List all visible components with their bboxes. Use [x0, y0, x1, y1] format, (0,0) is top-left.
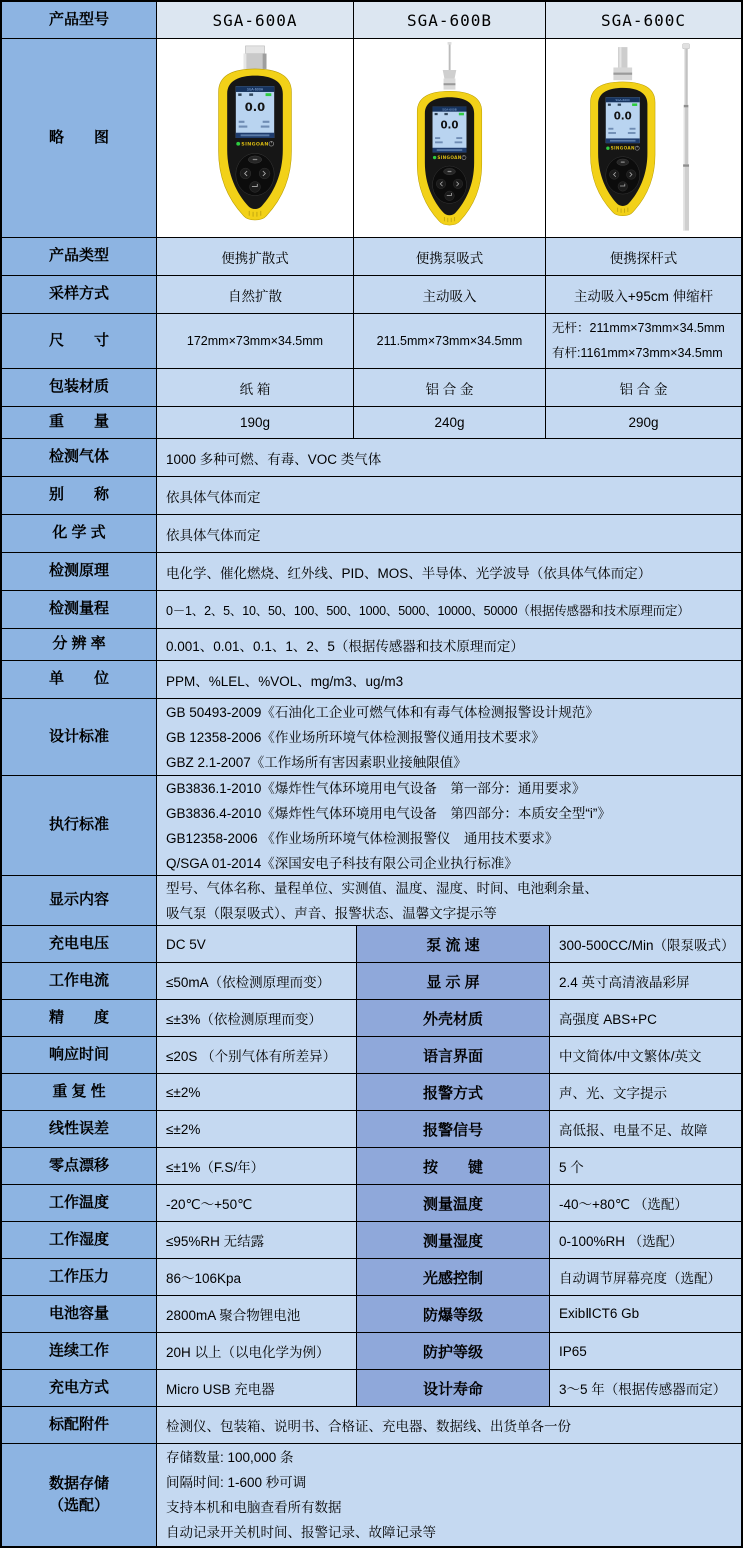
usb-icon	[249, 93, 253, 95]
sampling-b: 主动吸入	[354, 276, 546, 313]
formula-label: 化 学 式	[2, 515, 157, 552]
product-type-c: 便携探杆式	[546, 238, 741, 275]
sampling-a: 自然扩散	[157, 276, 354, 313]
weight-label: 重 量	[2, 407, 157, 438]
row-charging-method-design-life	[2, 1370, 741, 1407]
header-row	[2, 2, 741, 39]
accuracy-value: ≤±3%（依检测原理而变）	[157, 1000, 357, 1036]
alarm-signal-value: 高低报、电量不足、故障	[550, 1111, 741, 1147]
device-image-sga-600c	[580, 42, 708, 234]
continuous-work-label: 连续工作	[2, 1333, 157, 1369]
alias-value: 依具体气体而定	[157, 477, 741, 514]
short-probe-icon	[613, 47, 632, 80]
gas-value: 1000 多种可燃、有毒、VOC 类气体	[157, 439, 741, 476]
measure-temp-label: 测量温度	[357, 1185, 550, 1221]
row-chemical-formula	[2, 515, 741, 553]
header-label: 产品型号	[2, 2, 157, 38]
row-charge-voltage-pump-flow	[2, 926, 741, 963]
row-detection-principle	[2, 553, 741, 591]
exec-standard-value	[157, 776, 741, 875]
row-battery-explosion-proof	[2, 1296, 741, 1333]
linearity-error-label: 线性误差	[2, 1111, 157, 1147]
working-current-label: 工作电流	[2, 963, 157, 999]
protection-rating-label: 防护等级	[357, 1333, 550, 1369]
design-standard-line: GBZ 2.1-2007《工作场所有害因素职业接触限值》	[166, 754, 467, 770]
row-sampling	[2, 276, 741, 314]
row-accessories	[2, 1407, 741, 1444]
working-pressure-value: 86～106Kpa	[157, 1259, 357, 1295]
response-time-label: 响应时间	[2, 1037, 157, 1073]
measure-temp-value: -40～+80℃ （选配）	[550, 1185, 741, 1221]
design-standard-line: GB 50493-2009《石油化工企业可燃气体和有毒气体检测报警设计规范》	[166, 704, 599, 720]
data-storage-line: 自动记录开关机时间、报警记录、故障记录等	[166, 1525, 436, 1540]
explosion-proof-label: 防爆等级	[357, 1296, 550, 1332]
brand-text: SINGOAN	[241, 142, 269, 148]
battery-capacity-label: 电池容量	[2, 1296, 157, 1332]
product-type-label: 产品类型	[2, 238, 157, 275]
device-image-sga-600b	[407, 42, 492, 234]
row-continuous-work-protection	[2, 1333, 741, 1370]
working-temp-value: -20℃～+50℃	[157, 1185, 357, 1221]
principle-value: 电化学、催化燃烧、红外线、PID、MOS、半导体、光学波导（依具体气体而定）	[157, 553, 741, 590]
size-label: 尺 寸	[2, 314, 157, 368]
exec-standard-line: GB3836.1-2010《爆炸性气体环境用电气设备 第一部分：通用要求》	[166, 780, 586, 796]
screen-reading: 0.0	[613, 111, 632, 123]
weight-b: 240g	[354, 407, 546, 438]
data-storage-label	[2, 1444, 157, 1546]
exec-standard-line: GB12358-2006 《作业场所环境气体检测报警仪 通用技术要求》	[166, 830, 559, 846]
row-working-humidity-measure-humidity	[2, 1222, 741, 1259]
accessories-value: 检测仪、包装箱、说明书、合格证、充电器、数据线、出货单各一份	[157, 1407, 741, 1443]
size-a: 172mm×73mm×34.5mm	[157, 314, 354, 368]
data-storage-line: 存储数量: 100,000 条	[166, 1450, 294, 1465]
sampling-c: 主动吸入+95cm 伸缩杆	[546, 276, 741, 313]
row-design-standard	[2, 699, 741, 776]
housing-material-value: 高强度 ABS+PC	[550, 1000, 741, 1036]
principle-label: 检测原理	[2, 553, 157, 590]
charge-voltage-label: 充电电压	[2, 926, 157, 962]
packaging-c: 铝 合 金	[546, 369, 741, 406]
product-photo-a-cell	[157, 39, 354, 237]
range-label: 检测量程	[2, 591, 157, 628]
pump-probe-icon	[443, 42, 457, 90]
accessories-label: 标配附件	[2, 1407, 157, 1443]
weight-c: 290g	[546, 407, 741, 438]
size-c-no-rod: 无杆：211mm×73mm×34.5mm	[552, 321, 725, 335]
screen-model-text: SGA-600C	[615, 98, 630, 103]
working-current-value: ≤50mA（依检测原理而变）	[157, 963, 357, 999]
packaging-a: 纸 箱	[157, 369, 354, 406]
design-life-label: 设计寿命	[357, 1370, 550, 1406]
data-storage-line: 间隔时间: 1-600 秒可调	[166, 1475, 307, 1490]
unit-value: PPM、%LEL、%VOL、mg/m3、ug/m3	[157, 661, 741, 698]
size-c-with-rod: 有杆:1161mm×73mm×34.5mm	[552, 346, 723, 360]
row-data-storage	[2, 1444, 741, 1546]
product-photo-c-cell	[546, 39, 741, 237]
zero-drift-label: 零点漂移	[2, 1148, 157, 1184]
screen-model-text: SGA-600B	[442, 107, 457, 112]
data-storage-line: 支持本机和电脑查看所有数据	[166, 1500, 342, 1515]
repeatability-label: 重 复 性	[2, 1074, 157, 1110]
explosion-proof-value: ExibⅡCT6 Gb	[550, 1296, 741, 1332]
status-led	[236, 142, 240, 146]
weight-a: 190g	[157, 407, 354, 438]
range-value: 0－1、2、5、10、50、100、500、1000、5000、10000、50000（根据传感器和技术原理而定）	[157, 591, 741, 628]
data-storage-label-line2: （选配）	[48, 1497, 109, 1514]
charge-voltage-value: DC 5V	[157, 926, 357, 962]
sampling-label: 采样方式	[2, 276, 157, 313]
display-content-value	[157, 876, 741, 925]
display-content-label: 显示内容	[2, 876, 157, 925]
sketch-row	[2, 39, 741, 238]
charging-method-value: Micro USB 充电器	[157, 1370, 357, 1406]
buttons-label: 按 键	[357, 1148, 550, 1184]
linearity-error-value: ≤±2%	[157, 1111, 357, 1147]
size-c	[546, 314, 741, 368]
data-storage-label-line1: 数据存储	[48, 1474, 109, 1492]
resolution-value: 0.001、0.01、0.1、1、2、5（根据传感器和技术原理而定）	[157, 629, 741, 660]
screen-reading: 0.0	[440, 120, 459, 132]
gas-label: 检测气体	[2, 439, 157, 476]
row-detected-gas	[2, 439, 741, 477]
formula-value: 依具体气体而定	[157, 515, 741, 552]
row-linearity-alarm-signal	[2, 1111, 741, 1148]
packaging-label: 包装材质	[2, 369, 157, 406]
model-name-b: SGA-600B	[354, 2, 546, 38]
display-content-line: 吸气泵（限泵吸式）、声音、报警状态、温馨文字提示等	[166, 905, 497, 921]
row-repeatability-alarm-mode	[2, 1074, 741, 1111]
working-temp-label: 工作温度	[2, 1185, 157, 1221]
row-packaging	[2, 369, 741, 407]
device-image-sga-600a	[207, 44, 303, 232]
light-sense-value: 自动调节屏幕亮度（选配）	[550, 1259, 741, 1295]
language-label: 语言界面	[357, 1037, 550, 1073]
size-b: 211.5mm×73mm×34.5mm	[354, 314, 546, 368]
working-pressure-label: 工作压力	[2, 1259, 157, 1295]
charging-method-label: 充电方式	[2, 1370, 157, 1406]
telescopic-rod-icon	[682, 44, 689, 231]
row-response-time-language	[2, 1037, 741, 1074]
model-name-c: SGA-600C	[546, 2, 741, 38]
pump-flow-label: 泵 流 速	[357, 926, 550, 962]
display-content-line: 型号、气体名称、量程单位、实测值、温度、湿度、时间、电池剩余量、	[166, 880, 598, 896]
measure-humidity-value: 0-100%RH （选配）	[550, 1222, 741, 1258]
housing-material-label: 外壳材质	[357, 1000, 550, 1036]
brand-text: SINGOAN	[610, 145, 635, 151]
brand-text: SINGOAN	[437, 155, 462, 161]
response-time-value: ≤20S （个别气体有所差异）	[157, 1037, 357, 1073]
buttons-value: 5 个	[550, 1148, 741, 1184]
row-resolution	[2, 629, 741, 661]
light-sense-label: 光感控制	[357, 1259, 550, 1295]
data-storage-value	[157, 1444, 741, 1546]
continuous-work-value: 20H 以上（以电化学为例）	[157, 1333, 357, 1369]
alarm-signal-label: 报警信号	[357, 1111, 550, 1147]
battery-icon	[266, 93, 272, 96]
battery-capacity-value: 2800mA 聚合物锂电池	[157, 1296, 357, 1332]
alarm-mode-label: 报警方式	[357, 1074, 550, 1110]
row-working-pressure-light-sense	[2, 1259, 741, 1296]
product-type-a: 便携扩散式	[157, 238, 354, 275]
pump-flow-value: 300-500CC/Min（限泵吸式）	[550, 926, 741, 962]
exec-standard-label: 执行标准	[2, 776, 157, 875]
row-weight	[2, 407, 741, 439]
model-name-a: SGA-600A	[157, 2, 354, 38]
product-type-b: 便携泵吸式	[354, 238, 546, 275]
row-alias	[2, 477, 741, 515]
row-size	[2, 314, 741, 369]
display-screen-value: 2.4 英寸高清液晶彩屏	[550, 963, 741, 999]
repeatability-value: ≤±2%	[157, 1074, 357, 1110]
row-working-current-display	[2, 963, 741, 1000]
design-life-value: 3～5 年（根据传感器而定）	[550, 1370, 741, 1406]
accuracy-label: 精 度	[2, 1000, 157, 1036]
measure-humidity-label: 测量湿度	[357, 1222, 550, 1258]
resolution-label: 分 辨 率	[2, 629, 157, 660]
design-standard-value	[157, 699, 741, 775]
packaging-b: 铝 合 金	[354, 369, 546, 406]
row-unit	[2, 661, 741, 699]
product-photo-b-cell	[354, 39, 546, 237]
language-value: 中文简体/中文繁体/英文	[550, 1037, 741, 1073]
design-standard-label: 设计标准	[2, 699, 157, 775]
alarm-mode-value: 声、光、文字提示	[550, 1074, 741, 1110]
exec-standard-line: GB3836.4-2010《爆炸性气体环境用电气设备 第四部分：本质安全型“i”》	[166, 805, 611, 821]
speaker-icon	[238, 93, 241, 95]
display-screen-label: 显 示 屏	[357, 963, 550, 999]
design-standard-line: GB 12358-2006《作业场所环境气体检测报警仪通用技术要求》	[166, 729, 545, 745]
protection-rating-value: IP65	[550, 1333, 741, 1369]
row-working-temp-measure-temp	[2, 1185, 741, 1222]
row-accuracy-housing	[2, 1000, 741, 1037]
row-zero-drift-buttons	[2, 1148, 741, 1185]
screen-reading: 0.0	[244, 100, 266, 115]
unit-label: 单 位	[2, 661, 157, 698]
row-display-content	[2, 876, 741, 926]
alias-label: 别 称	[2, 477, 157, 514]
working-humidity-value: ≤95%RH 无结露	[157, 1222, 357, 1258]
exec-standard-line: Q/SGA 01-2014《深国安电子科技有限公司企业执行标准》	[166, 855, 518, 871]
row-exec-standard	[2, 776, 741, 876]
screen-model-text: SGA-600A	[246, 87, 264, 92]
row-product-type	[2, 238, 741, 276]
row-detection-range	[2, 591, 741, 629]
sensor-cap-icon	[243, 46, 266, 69]
zero-drift-value: ≤±1%（F.S/年）	[157, 1148, 357, 1184]
working-humidity-label: 工作湿度	[2, 1222, 157, 1258]
sketch-label: 略 图	[2, 39, 157, 237]
